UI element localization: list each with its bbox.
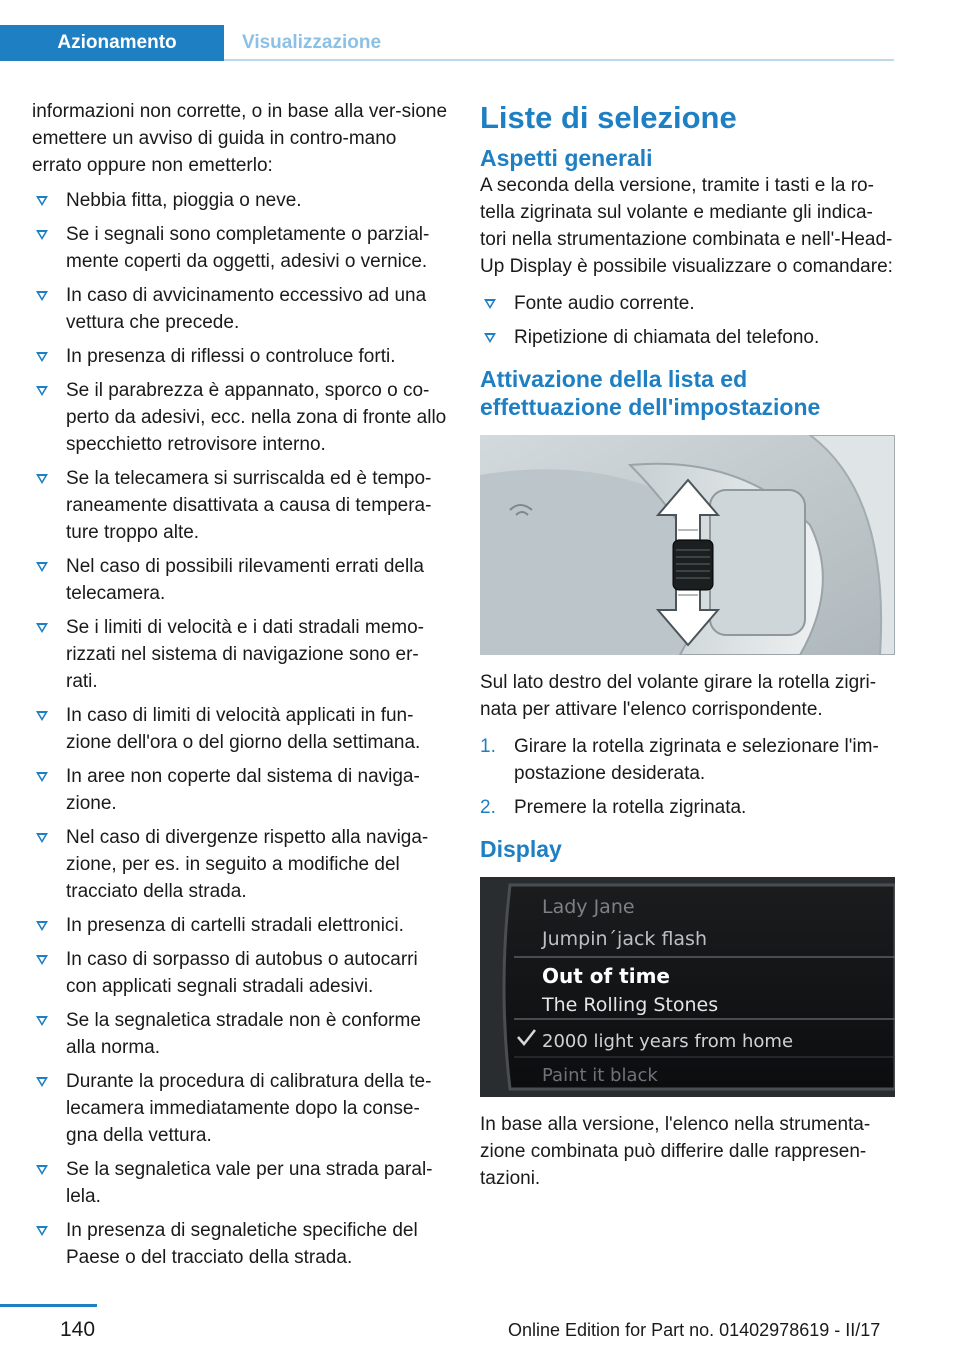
list-item — [32, 824, 450, 905]
page-header — [0, 0, 894, 62]
triangle-bullet-icon — [36, 230, 48, 240]
edition-note: Online Edition for Part no. 01402978619 - II/17 — [508, 1320, 881, 1340]
step-item — [480, 794, 895, 821]
list-item — [32, 377, 450, 458]
list-item — [32, 1007, 450, 1061]
list-item — [32, 614, 450, 695]
list-item — [32, 1217, 450, 1271]
section-title: Liste di selezione — [480, 100, 737, 135]
display-note: In base alla versione, l'elenco nella strumenta-zione combinata può differire dalle rappresen-tazioni. — [480, 1114, 871, 1189]
triangle-bullet-icon — [36, 772, 48, 782]
list-item-text: Fonte audio corrente. — [514, 293, 695, 314]
activation-paragraph: Sul lato destro del volante girare la rotella zigri-nata per attivare l'elenco corrispondente. — [480, 672, 877, 720]
step-text: Premere la rotella zigrinata. — [514, 797, 747, 818]
triangle-bullet-icon — [484, 333, 496, 343]
list-item — [32, 912, 450, 939]
list-item-text: Se i segnali sono completamente o parzial-mente coperti da oggetti, adesivi o vernice. — [66, 224, 430, 272]
list-item-text: Durante la procedura di calibratura della te-lecamera immediatamente dopo la conse-gna della vettura. — [66, 1071, 432, 1146]
list-item-text: Se il parabrezza è appannato, sporco o co-perto da adesivi, ecc. nella zona di fronte allo specchietto retrovisore interno. — [66, 380, 447, 455]
display-entry: The Rolling Stones — [542, 994, 719, 1016]
triangle-bullet-icon — [36, 1077, 48, 1087]
steps-list — [480, 733, 895, 821]
activation-heading: Attivazione della lista ed effettuazione dell'impostazione — [480, 366, 821, 420]
step-text: Girare la rotella zigrinata e selezionare l'im-postazione desiderata. — [514, 736, 879, 784]
triangle-bullet-icon — [36, 711, 48, 721]
list-item — [32, 763, 450, 817]
list-item — [480, 324, 895, 351]
tab-visualizzazione[interactable]: Visualizzazione — [242, 32, 382, 53]
header-divider — [224, 59, 894, 61]
page-number: 140 — [60, 1318, 96, 1341]
display-entry: Paint it black — [542, 1065, 658, 1086]
list-item-text: Nel caso di divergenze rispetto alla naviga-zione, per es. in seguito a modifiche del tracciato della strada. — [66, 827, 429, 902]
list-item-text: In caso di sorpasso di autobus o autocarri con applicati segnali stradali adesivi. — [66, 949, 418, 997]
step-number: 2. — [480, 797, 496, 818]
list-item-text: In presenza di riflessi o controluce forti. — [66, 346, 396, 367]
step-item — [480, 733, 895, 787]
triangle-bullet-icon — [36, 1016, 48, 1026]
triangle-bullet-icon — [36, 352, 48, 362]
display-heading: Display — [480, 836, 562, 862]
display-entry: Lady Jane — [542, 896, 635, 918]
display-entry-selected: Out of time — [542, 964, 670, 988]
list-item — [32, 187, 450, 214]
list-item — [32, 702, 450, 756]
list-item-text: In caso di limiti di velocità applicati in fun-zione dell'ora o del giorno della settimana. — [66, 705, 421, 753]
triangle-bullet-icon — [36, 833, 48, 843]
list-item — [480, 290, 895, 317]
list-item-text: Nebbia fitta, pioggia o neve. — [66, 190, 302, 211]
steering-wheel-roller-illustration — [480, 435, 895, 655]
list-item — [32, 1156, 450, 1210]
triangle-bullet-icon — [36, 474, 48, 484]
list-item-text: Ripetizione di chiamata del telefono. — [514, 327, 820, 348]
limitations-list — [32, 187, 450, 1271]
list-item-text: In presenza di segnaletiche specifiche del Paese o del tracciato della strada. — [66, 1220, 418, 1268]
list-item-text: In caso di avvicinamento eccessivo ad una vettura che precede. — [66, 285, 427, 333]
display-entry: Jumpin´jack flash — [542, 928, 707, 950]
triangle-bullet-icon — [36, 623, 48, 633]
list-item-text: In aree non coperte dal sistema di naviga-zione. — [66, 766, 420, 814]
general-heading: Aspetti generali — [480, 145, 653, 171]
triangle-bullet-icon — [36, 196, 48, 206]
triangle-bullet-icon — [36, 921, 48, 931]
list-item-text: In presenza di cartelli stradali elettronici. — [66, 915, 404, 936]
general-paragraph: A seconda della versione, tramite i tasti e la ro-tella zigrinata sul volante e mediante gli indica-tori nella strumentazione combinata e nell'-Head-Up Display è possibile visualizzare o comandare: — [480, 175, 893, 277]
list-item-text: Se la segnaletica stradale non è conforme alla norma. — [66, 1010, 421, 1058]
triangle-bullet-icon — [36, 955, 48, 965]
triangle-bullet-icon — [36, 386, 48, 396]
list-item-text: Se la segnaletica vale per una strada paral-lela. — [66, 1159, 433, 1207]
step-number: 1. — [480, 736, 496, 757]
left-column — [32, 98, 450, 1278]
list-item — [32, 946, 450, 1000]
list-item-text: Se la telecamera si surriscalda ed è tempo-raneamente disattivata a causa di tempera-ture troppo alte. — [66, 468, 432, 543]
general-list — [480, 290, 895, 351]
triangle-bullet-icon — [36, 291, 48, 301]
display-list-illustration — [480, 877, 895, 1097]
triangle-bullet-icon — [36, 1226, 48, 1236]
list-item — [32, 343, 450, 370]
footer-divider — [0, 1304, 97, 1307]
right-column — [480, 98, 895, 1192]
intro-paragraph: informazioni non corrette, o in base alla ver-sione emettere un avviso di guida in contro-mano errato oppure non emetterlo: — [32, 101, 448, 176]
triangle-bullet-icon — [484, 299, 496, 309]
list-item — [32, 553, 450, 607]
list-item-text: Nel caso di possibili rilevamenti errati della telecamera. — [66, 556, 424, 604]
triangle-bullet-icon — [36, 562, 48, 572]
triangle-bullet-icon — [36, 1165, 48, 1175]
list-item — [32, 221, 450, 275]
list-item — [32, 1068, 450, 1149]
tab-azionamento[interactable]: Azionamento — [0, 25, 224, 61]
display-entry: 2000 light years from home — [542, 1031, 794, 1052]
list-item — [32, 282, 450, 336]
list-item — [32, 465, 450, 546]
list-item-text: Se i limiti di velocità e i dati stradali memo-rizzati nel sistema di navigazione sono er-rati. — [66, 617, 424, 692]
